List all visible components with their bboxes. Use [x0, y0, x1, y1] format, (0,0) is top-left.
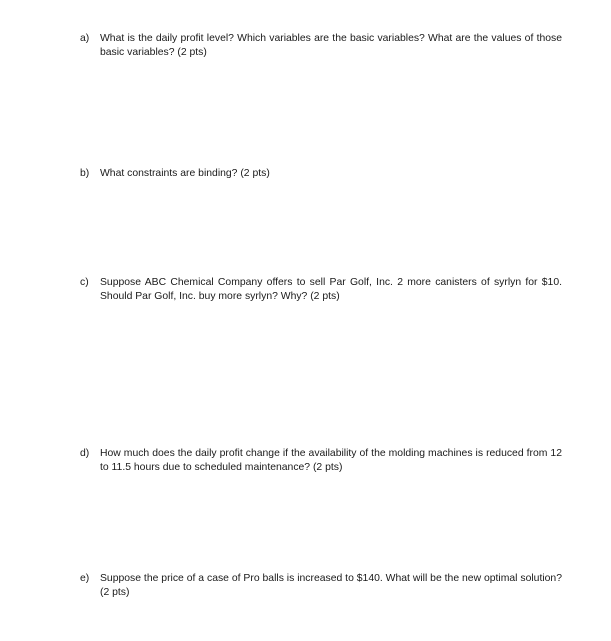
question-label: c) [80, 277, 89, 288]
question-label: b) [80, 168, 90, 179]
question-d [80, 447, 562, 475]
question-label: a) [80, 33, 90, 44]
question-label: d) [80, 448, 90, 459]
question-label: e) [80, 573, 90, 584]
question-text: What constraints are binding? (2 pts) [100, 168, 270, 179]
question-text: What is the daily profit level? Which variables are the basic variables? What are the values of those basic variables? (2 pts) [100, 33, 562, 58]
question-a [80, 32, 562, 60]
question-text: How much does the daily profit change if the availability of the molding machines is reduced from 12 to 11.5 hours due to scheduled maintenance? (2 pts) [100, 448, 562, 473]
question-text: Suppose ABC Chemical Company offers to sell Par Golf, Inc. 2 more canisters of syrlyn for $10. Should Par Golf, Inc. buy more syrlyn? Why? (2 pts) [100, 277, 562, 302]
question-text: Suppose the price of a case of Pro balls is increased to $140. What will be the new optimal solution? (2 pts) [100, 573, 562, 598]
question-c [80, 276, 562, 304]
question-e [80, 572, 562, 600]
question-b [80, 167, 562, 181]
